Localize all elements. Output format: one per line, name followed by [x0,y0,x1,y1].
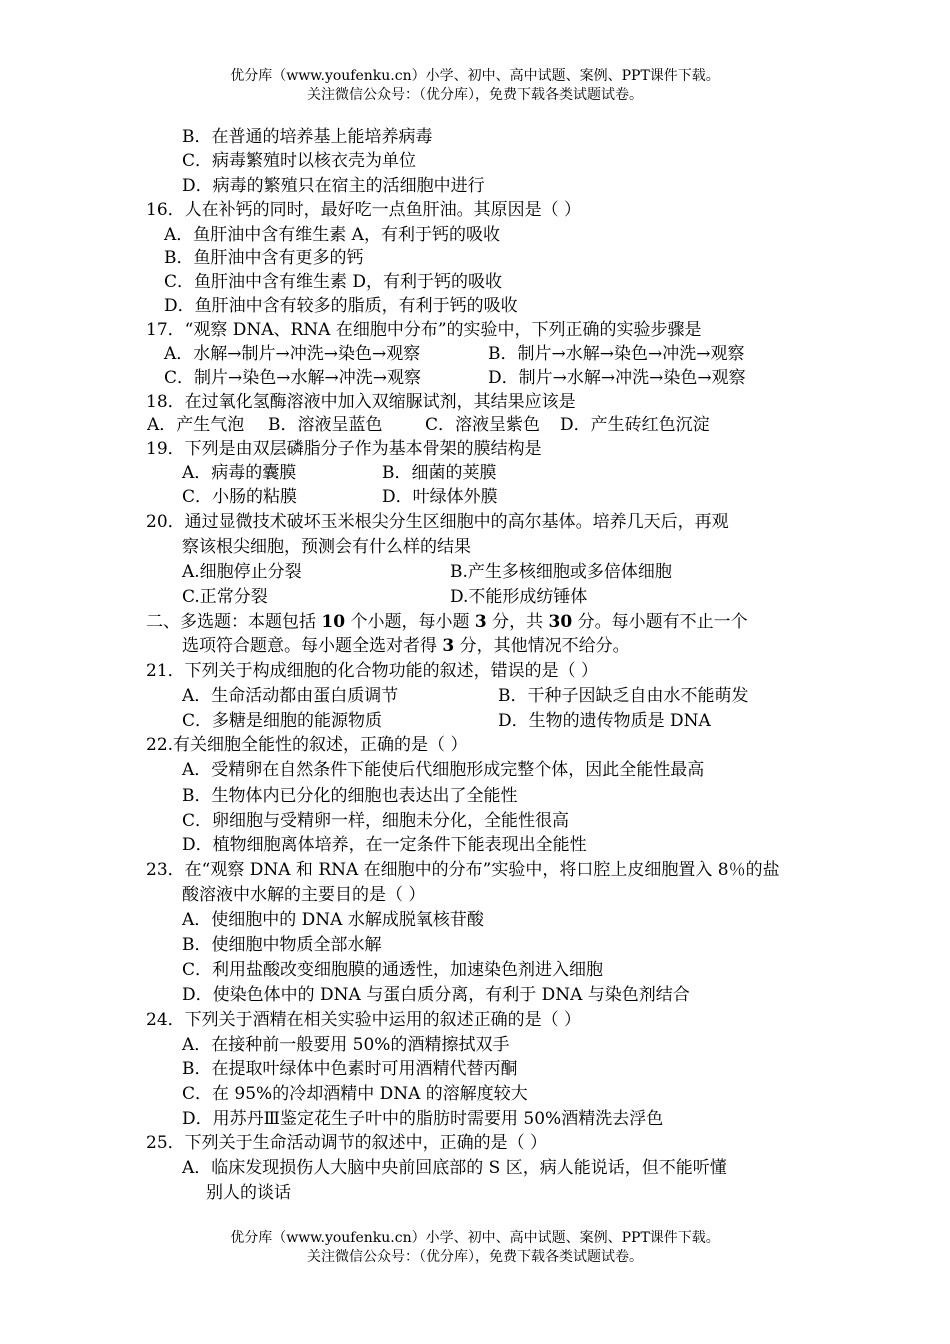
q17-option-d: D．制片→水解→冲洗→染色→观察 [488,368,746,388]
q16-stem: 16．人在补钙的同时，最好吃一点鱼肝油。其原因是（ ） [146,200,582,220]
q15-option-d: D．病毒的繁殖只在宿主的活细胞中进行 [182,176,485,196]
footer-line-2: 关注微信公众号：（优分库），免费下载各类试题试卷。 [307,1249,643,1265]
q23-option-b: B．使细胞中物质全部水解 [182,935,382,955]
q15-option-c: C．病毒繁殖时以核衣壳为单位 [182,151,417,171]
q19-option-a: A．病毒的囊膜 [182,463,297,483]
q22-option-c: C．卵细胞与受精卵一样，细胞未分化，全能性很高 [182,811,570,831]
q20-option-c: C.正常分裂 [182,587,268,607]
q25-option-a-line-1: A．临床发现损伤人大脑中央前回底部的 S 区，病人能说话，但不能听懂 [182,1158,727,1178]
footer-line-1: 优分库（www.youfenku.cn）小学、初中、高中试题、案例、PPT课件下载。 [230,1230,720,1246]
q24-option-a: A．在接种前一般要用 50%的酒精擦拭双手 [182,1035,510,1055]
q16-option-d: D．鱼肝油中含有较多的脂质，有利于钙的吸收 [164,296,518,316]
q20-option-b: B.产生多核细胞或多倍体细胞 [450,562,672,582]
section-2-heading-line-2 [182,635,630,658]
section-2-text-6: 分，其他情况不给分。 [454,636,630,656]
q25-option-a-line-2: 别人的谈话 [206,1183,291,1203]
q17-option-c: C．制片→染色→水解→冲洗→观察 [164,368,421,388]
q15-option-b: B．在普通的培养基上能培养病毒 [182,127,433,147]
q20-stem-line-1: 20．通过显微技术破坏玉米根尖分生区细胞中的高尔基体。培养几天后，再观 [146,512,729,532]
section-2-text-5: 选项符合题意。每小题全选对者得 [182,636,443,656]
q19-option-b: B．细菌的荚膜 [382,463,497,483]
q23-option-d: D．使染色体中的 DNA 与蛋白质分离，有利于 DNA 与染色剂结合 [182,985,690,1005]
q23-option-c: C．利用盐酸改变细胞膜的通透性，加速染色剂进入细胞 [182,960,604,980]
section-2-question-count: 10 [321,612,346,632]
q21-stem: 21．下列关于构成细胞的化合物功能的叙述，错误的是（ ） [146,661,599,681]
header-line-1: 优分库（www.youfenku.cn）小学、初中、高中试题、案例、PPT课件下载。 [230,68,720,84]
q24-option-b: B．在提取叶绿体中色素时可用酒精代替丙酮 [182,1059,518,1079]
q18-option-d: D．产生砖红色沉淀 [560,415,710,435]
q19-option-d: D．叶绿体外膜 [382,487,498,507]
q21-option-a: A．生命活动都由蛋白质调节 [182,686,399,706]
q25-stem: 25．下列关于生命活动调节的叙述中，正确的是（ ） [146,1133,548,1153]
section-2-text-3: 分，共 [486,612,549,632]
section-2-text-4: 分。每小题有不止一个 [572,612,748,632]
q16-option-a: A．鱼肝油中含有维生素 A，有利于钙的吸收 [164,225,500,245]
section-2-full-points: 3 [442,636,455,656]
q24-stem: 24．下列关于酒精在相关实验中运用的叙述正确的是（ ） [146,1010,582,1030]
section-2-text-1: 二、多选题：本题包括 [146,612,322,632]
q21-option-d: D．生物的遗传物质是 DNA [498,711,711,731]
q21-option-b: B．干种子因缺乏自由水不能萌发 [498,686,749,706]
q18-option-b: B．溶液呈蓝色 [268,415,383,435]
q16-option-c: C．鱼肝油中含有维生素 D，有利于钙的吸收 [164,272,503,292]
q18-stem: 18．在过氧化氢酶溶液中加入双缩脲试剂，其结果应该是 [146,392,576,412]
q17-option-b: B．制片→水解→染色→冲洗→观察 [488,344,745,364]
q17-stem: 17．“观察 DNA、RNA 在细胞中分布”的实验中，下列正确的实验步骤是 [146,320,702,340]
q24-option-d: D．用苏丹Ⅲ鉴定花生子叶中的脂肪时需要用 50%酒精洗去浮色 [182,1109,664,1129]
q22-option-b: B．生物体内已分化的细胞也表达出了全能性 [182,786,518,806]
q21-option-c: C．多糖是细胞的能源物质 [182,711,383,731]
q19-stem: 19．下列是由双层磷脂分子作为基本骨架的膜结构是 [146,439,542,459]
q23-stem-line-2: 酸溶液中水解的主要目的是（ ） [182,885,426,905]
q23-stem-line-1: 23．在“观察 DNA 和 RNA 在细胞中的分布”实验中，将口腔上皮细胞置入 8％的盐 [146,860,780,880]
section-2-text-2: 个小题，每小题 [345,612,475,632]
q18-option-c: C．溶液呈紫色 [425,415,541,435]
q23-option-a: A．使细胞中的 DNA 水解成脱氧核苷酸 [182,910,484,930]
q22-option-a: A．受精卵在自然条件下能使后代细胞形成完整个体，因此全能性最高 [182,760,705,780]
q20-stem-line-2: 察该根尖细胞，预测会有什么样的结果 [182,537,471,557]
section-2-points-total: 30 [548,612,573,632]
q18-option-a: A．产生气泡 [147,415,245,435]
header-line-2: 关注微信公众号：（优分库），免费下载各类试题试卷。 [307,87,643,103]
q20-option-a: A.细胞停止分裂 [182,562,302,582]
q20-option-d: D.不能形成纺锤体 [450,587,588,607]
q17-option-a: A．水解→制片→冲洗→染色→观察 [164,344,421,364]
q24-option-c: C．在 95%的冷却酒精中 DNA 的溶解度较大 [182,1084,528,1104]
section-2-points-each: 3 [474,612,487,632]
q16-option-b: B．鱼肝油中含有更多的钙 [164,248,364,268]
q22-stem: 22.有关细胞全能性的叙述，正确的是（ ） [146,735,468,755]
q22-option-d: D．植物细胞离体培养，在一定条件下能表现出全能性 [182,835,587,855]
section-2-heading-line-1 [146,611,748,634]
q19-option-c: C．小肠的粘膜 [182,487,298,507]
